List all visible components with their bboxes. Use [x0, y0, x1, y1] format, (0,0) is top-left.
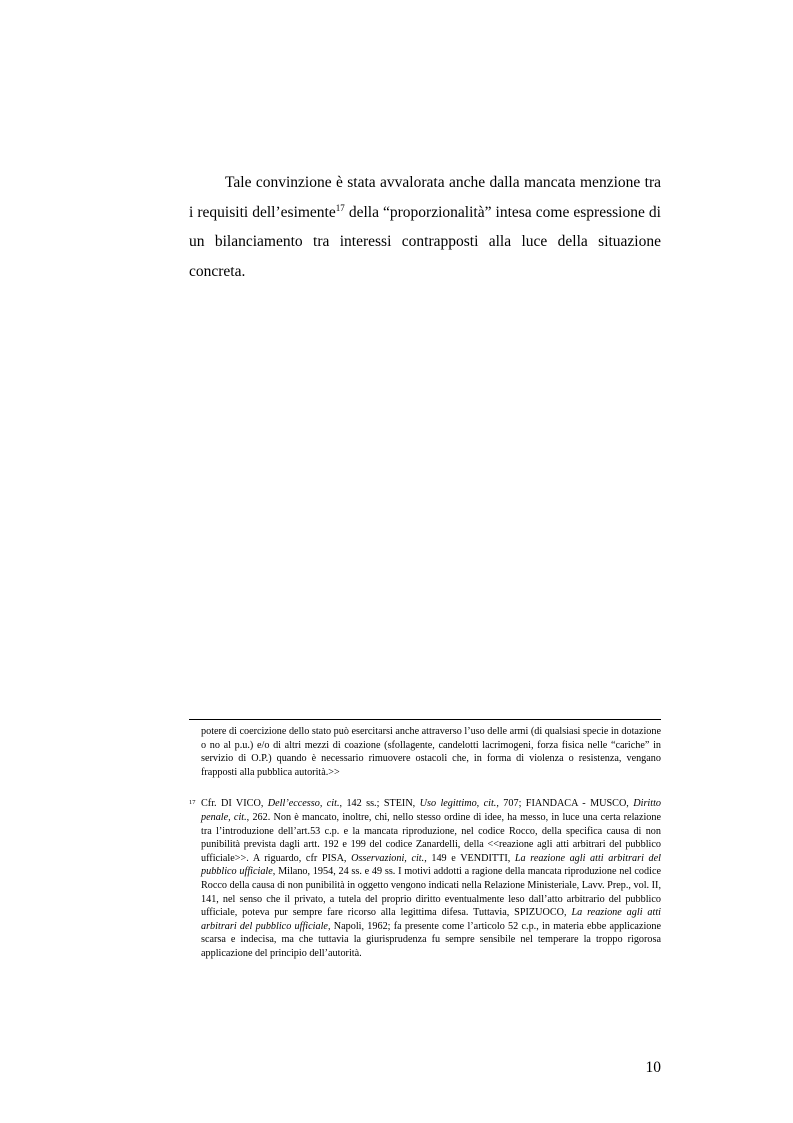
paragraph-text-part1: Tale convinzione è stata avvalorata anche dalla mancata menzione tra i requisiti dell’esimente — [189, 174, 661, 221]
citation-title: La reazione agli atti arbitrari del pubblico ufficiale — [201, 852, 661, 878]
footnote-number: 17 — [189, 799, 196, 807]
citation-title: La reazione agli atti arbitrari del pubblico ufficiale — [201, 907, 661, 932]
citation-title: Diritto penale, cit. — [201, 798, 662, 823]
main-paragraph — [189, 168, 661, 286]
page-number: 10 — [645, 1059, 661, 1076]
footnote-17 — [189, 797, 661, 960]
footnote-reference: 17 — [335, 202, 345, 213]
footnote-separator — [189, 719, 661, 720]
footnote-text: , Milano, 1954, 24 ss. e 49 ss. I motivi addotti a ragione della mancata riproduzione nel codice Rocco della causa di non punibilità in oggetto vengono indicati nella Relazione Ministeriale, Lavv. Prep., vol. II, 141, nel senso che il privato, a tutela del proprio diritto eventualmente leso dall’atto arbitrario del pubblico ufficiale, poteva pur sempre fare ricorso alla legittima difesa. Tuttavia, SPIZUOCO, — [201, 866, 661, 919]
footnote-continuation: potere di coercizione dello stato può esercitarsi anche attraverso l’uso delle armi (di qualsiasi specie in dotazione o no al p.u.) e/o di altri mezzi di coazione (sfollagente, candelotti lacrimogeni, forza fisica nelle “cariche” in servizio di O.P.) quando è necessario rimuovere ostacoli che, in forma di violenza o resistenza, vengano frapposti alla pubblica autorità.>> — [201, 726, 661, 778]
citation-title: Osservazioni, cit. — [351, 852, 425, 864]
footnotes-area — [189, 725, 661, 961]
footnote-text: , 707; FIANDACA - MUSCO, — [496, 798, 634, 810]
body-text — [189, 168, 661, 286]
footnote-text: Cfr. DI VICO, — [201, 798, 268, 810]
citation-title: Dell’eccesso, cit. — [267, 798, 340, 810]
footnote-text: , 262. Non è mancato, inoltre, chi, nello stesso ordine di idee, ha messo, in luce una certa relazione tra l’introduzione dell’art.53 c.p. e la mancata riproduzione, nel codice Rocco, della specifica causa di non punibilità prevista dagli artt. 192 e 199 del codice Zanardelli, della <<reazione agli atti arbitrari del pubblico ufficiale>>. A riguardo, cfr PISA, — [201, 811, 661, 864]
citation-title: Uso legittimo, cit. — [419, 798, 497, 810]
paragraph-text-part2: della “proporzionalità” intesa come espressione di un bilanciamento tra interessi contrapposti alla luce della situazione concreta. — [189, 203, 661, 280]
footnote-text: , Napoli, 1962; fa presente come l’articolo 52 c.p., in materia ebbe applicazione scarsa e indecisa, ma che tuttavia la giurisprudenza fu sempre sensibile nel temperare la troppo rigorosa applicazione del principio dell’autorità. — [201, 920, 661, 959]
footnote-text: , 142 ss.; STEIN, — [339, 798, 420, 810]
footnote-text: , 149 e VENDITTI, — [424, 852, 515, 864]
